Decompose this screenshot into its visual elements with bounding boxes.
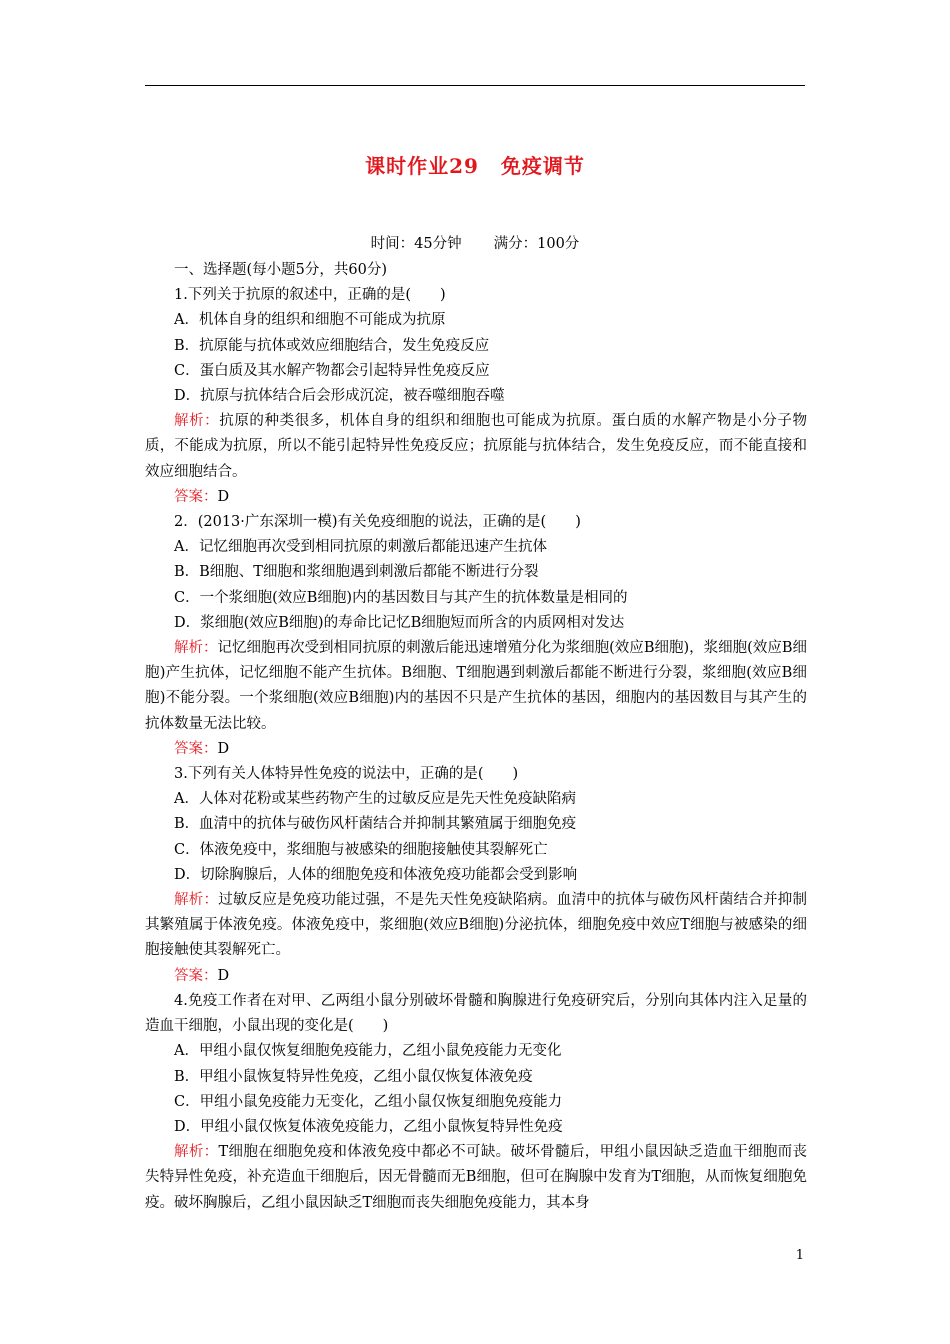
option: B．抗原能与抗体或效应细胞结合，发生免疫反应 (174, 337, 490, 354)
question-stem: 2．(2013·广东深圳一模)有关免疫细胞的说法，正确的是( ) (174, 514, 581, 531)
section-heading: 一、选择题(每小题5分，共60分) (174, 262, 387, 278)
analysis (145, 888, 807, 964)
option: A．记忆细胞再次受到相同抗原的刺激后都能迅速产生抗体 (174, 539, 547, 556)
option: B．B细胞、T细胞和浆细胞遇到刺激后都能不断进行分裂 (174, 564, 539, 581)
title-sub: 免疫调节 (500, 154, 585, 178)
analysis (145, 1140, 807, 1216)
meta-time: 时间：45分钟 (370, 236, 462, 252)
option: A．人体对花粉或某些药物产生的过敏反应是先天性免疫缺陷病 (174, 791, 576, 808)
page-number: 1 (795, 1248, 804, 1263)
analysis-label: 解析： (174, 413, 220, 430)
option: C．蛋白质及其水解产物都会引起特异性免疫反应 (174, 362, 490, 379)
option: D．切除胸腺后，人体的细胞免疫和体液免疫功能都会受到影响 (174, 866, 578, 883)
answer-value: D (217, 967, 230, 984)
page-title (0, 150, 950, 179)
answer (145, 737, 807, 762)
option: D．浆细胞(效应B细胞)的寿命比记忆B细胞短而所含的内质网相对发达 (174, 614, 625, 631)
question-stem: 3.下列有关人体特异性免疫的说法中，正确的是( ) (174, 766, 519, 783)
meta-score: 满分：100分 (493, 236, 580, 252)
analysis-label: 解析： (174, 1144, 219, 1161)
option: B．甲组小鼠恢复特异性免疫，乙组小鼠仅恢复体液免疫 (174, 1068, 533, 1085)
header-rule (145, 85, 805, 86)
option: A．甲组小鼠仅恢复细胞免疫能力，乙组小鼠免疫能力无变化 (174, 1043, 562, 1060)
option: C．甲组小鼠免疫能力无变化，乙组小鼠仅恢复细胞免疫能力 (174, 1093, 563, 1110)
option: D．甲组小鼠仅恢复体液免疫能力，乙组小鼠恢复特异性免疫 (174, 1118, 563, 1135)
answer-label: 答案： (174, 967, 218, 984)
analysis-label: 解析： (174, 640, 218, 657)
answer (145, 964, 807, 989)
option: A．机体自身的组织和细胞不可能成为抗原 (174, 312, 446, 329)
option: B．血清中的抗体与破伤风杆菌结合并抑制其繁殖属于细胞免疫 (174, 816, 577, 833)
analysis-text: T细胞在细胞免疫和体液免疫中都必不可缺。破坏骨髓后，甲组小鼠因缺乏造血干细胞而丧失特异性免疫，补充造血干细胞后，因无骨髓而无B细胞，但可在胸腺中发育为T细胞，从而恢复细胞免疫。破坏胸腺后，乙组小鼠因缺乏T细胞而丧失细胞免疫能力，其本身 (145, 1144, 808, 1211)
meta-line (0, 232, 950, 253)
analysis-text: 记忆细胞再次受到相同抗原的刺激后能迅速增殖分化为浆细胞(效应B细胞)，浆细胞(效应B细胞)产生抗体，记忆细胞不能产生抗体。B细胞、T细胞遇到刺激后都能不断进行分裂，浆细胞(效应B细胞)不能分裂。一个浆细胞(效应B细胞)内的基因不只是产生抗体的基因，细胞内的基因数目与其产生的抗体数量无法比较。 (145, 640, 807, 732)
document-body (145, 258, 807, 1216)
analysis-text: 抗原的种类很多，机体自身的组织和细胞也可能成为抗原。蛋白质的水解产物是小分子物质，不能成为抗原，所以不能引起特异性免疫反应；抗原能与抗体结合，发生免疫反应，而不能直接和效应细胞结合。 (145, 413, 808, 480)
option: D．抗原与抗体结合后会形成沉淀，被吞噬细胞吞噬 (174, 388, 505, 405)
answer-label: 答案： (174, 740, 218, 757)
question-stem: 4.免疫工作者在对甲、乙两组小鼠分别破坏骨髓和胸腺进行免疫研究后，分别向其体内注入足量的造血干细胞，小鼠出现的变化是( ) (145, 992, 807, 1035)
answer-value: D (217, 740, 230, 757)
analysis (145, 636, 807, 737)
analysis-label: 解析： (174, 892, 219, 909)
option: C．体液免疫中，浆细胞与被感染的细胞接触使其裂解死亡 (174, 841, 548, 858)
analysis (145, 409, 807, 485)
analysis-text: 过敏反应是免疫功能过强，不是先天性免疫缺陷病。血清中的抗体与破伤风杆菌结合并抑制其繁殖属于体液免疫。体液免疫中，浆细胞(效应B细胞)分泌抗体，细胞免疫中效应T细胞与被感染的细胞接触使其裂解死亡。 (145, 892, 808, 959)
question-stem: 1.下列关于抗原的叙述中，正确的是( ) (174, 287, 446, 304)
title-main: 课时作业29 (365, 154, 479, 178)
option: C．一个浆细胞(效应B细胞)内的基因数目与其产生的抗体数量是相同的 (174, 589, 628, 606)
answer-value: D (217, 488, 230, 505)
answer (145, 485, 807, 510)
answer-label: 答案： (174, 488, 218, 505)
